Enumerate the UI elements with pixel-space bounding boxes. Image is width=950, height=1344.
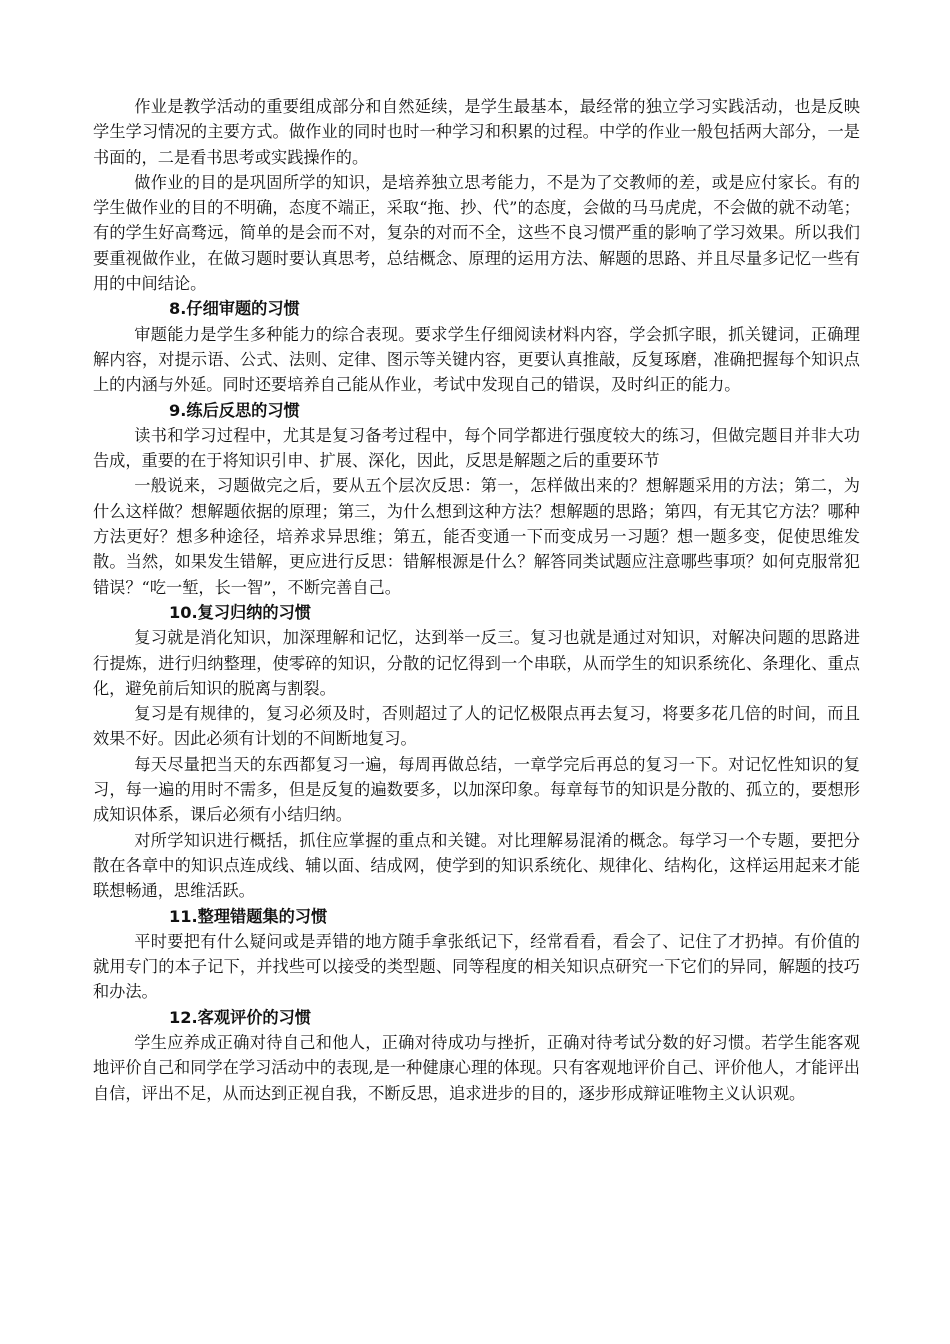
heading-section-11: 11.整理错题集的习惯 <box>169 906 328 926</box>
heading-section-12: 12.客观评价的习惯 <box>169 1007 311 1027</box>
paragraph-review-timing: 复习是有规律的，复习必须及时，否则超过了人的记忆极限点再去复习，将要多花几倍的时间，而且效果不好。因此必须有计划的不间断地复习。 <box>93 704 860 749</box>
heading-section-8: 8.仔细审题的习惯 <box>169 299 300 319</box>
paragraph-objective-evaluation: 学生应养成正确对待自己和他人，正确对待成功与挫折，正确对待考试分数的好习惯。若学生能客观地评价自己和同学在学习活动中的表现,是一种健康心理的体现。只有客观地评价自己、评价他人，才能评出自信，评出不足，从而达到正视自我，不断反思，追求进步的目的，逐步形成辩证唯物主义认识观。 <box>93 1032 860 1103</box>
heading-section-9: 9.练后反思的习惯 <box>169 400 300 420</box>
heading-section-10: 10.复习归纳的习惯 <box>169 602 311 622</box>
paragraph-reflection-levels: 一般说来，习题做完之后，要从五个层次反思：第一，怎样做出来的？想解题采用的方法；第二，为什么这样做？想解题依据的原理；第三，为什么想到这种方法？想解题的思路；第四，有无其它方法？哪种方法更好？想多种途径，培养求异思维；第五，能否变通一下而变成另一习题？想一题多变，促使思维发散。当然，如果发生错解，更应进行反思：错解根源是什么？解答同类试题应注意哪些事项？如何克服常犯错误？“吃一堑，长一智”，不断完善自己。 <box>93 476 860 597</box>
document-page <box>93 94 860 1106</box>
paragraph-reflection-intro: 读书和学习过程中，尤其是复习备考过程中，每个同学都进行强度较大的练习，但做完题目并非大功告成，重要的在于将知识引申、扩展、深化，因此，反思是解题之后的重要环节 <box>93 425 860 471</box>
paragraph-error-collection: 平时要把有什么疑问或是弄错的地方随手拿张纸记下，经常看看，看会了、记住了才扔掉。有价值的就用专门的本子记下，并找些可以接受的类型题、同等程度的相关知识点研究一下它们的异同，解题的技巧和办法。 <box>93 931 860 1002</box>
paragraph-review-daily: 每天尽量把当天的东西都复习一遍，每周再做总结，一章学完后再总的复习一下。对记忆性知识的复习，每一遍的用时不需多，但是反复的遍数要多，以加深印象。每章每节的知识是分散的、孤立的，要想形成知识体系，课后必须有小结归纳。 <box>93 754 860 825</box>
paragraph-reading-questions: 审题能力是学生多种能力的综合表现。要求学生仔细阅读材料内容，学会抓字眼，抓关键词，正确理解内容，对提示语、公式、法则、定律、图示等关键内容，更要认真推敲，反复琢磨，准确把握每个知识点上的内涵与外延。同时还要培养自己能从作业，考试中发现自己的错误，及时纠正的能力。 <box>93 324 860 395</box>
paragraph-review-meaning: 复习就是消化知识，加深理解和记忆，达到举一反三。复习也就是通过对知识，对解决问题的思路进行提炼，进行归纳整理，使零碎的知识，分散的记忆得到一个串联，从而学生的知识系统化、条理化、重点化，避免前后知识的脱离与割裂。 <box>93 628 860 698</box>
paragraph-homework-intro: 作业是教学活动的重要组成部分和自然延续，是学生最基本，最经常的独立学习实践活动，也是反映学生学习情况的主要方式。做作业的同时也时一种学习和积累的过程。中学的作业一般包括两大部分，一是书面的，二是看书思考或实践操作的。 <box>93 97 860 167</box>
paragraph-homework-purpose: 做作业的目的是巩固所学的知识，是培养独立思考能力，不是为了交教师的差，或是应付家长。有的学生做作业的目的不明确，态度不端正，采取“拖、抄、代”的态度，会做的马马虎虎，不会做的就不动笔；有的学生好高骛远，简单的是会而不对，复杂的对而不全，这些不良习惯严重的影响了学习效果。所以我们要重视做作业，在做习题时要认真思考，总结概念、原理的运用方法、解题的思路、并且尽量多记忆一些有用的中间结论。 <box>93 172 860 294</box>
paragraph-review-summary: 对所学知识进行概括，抓住应掌握的重点和关键。对比理解易混淆的概念。每学习一个专题，要把分散在各章中的知识点连成线、辅以面、结成网，使学到的知识系统化、规律化、结构化，这样运用起来才能联想畅通，思维活跃。 <box>93 830 860 901</box>
